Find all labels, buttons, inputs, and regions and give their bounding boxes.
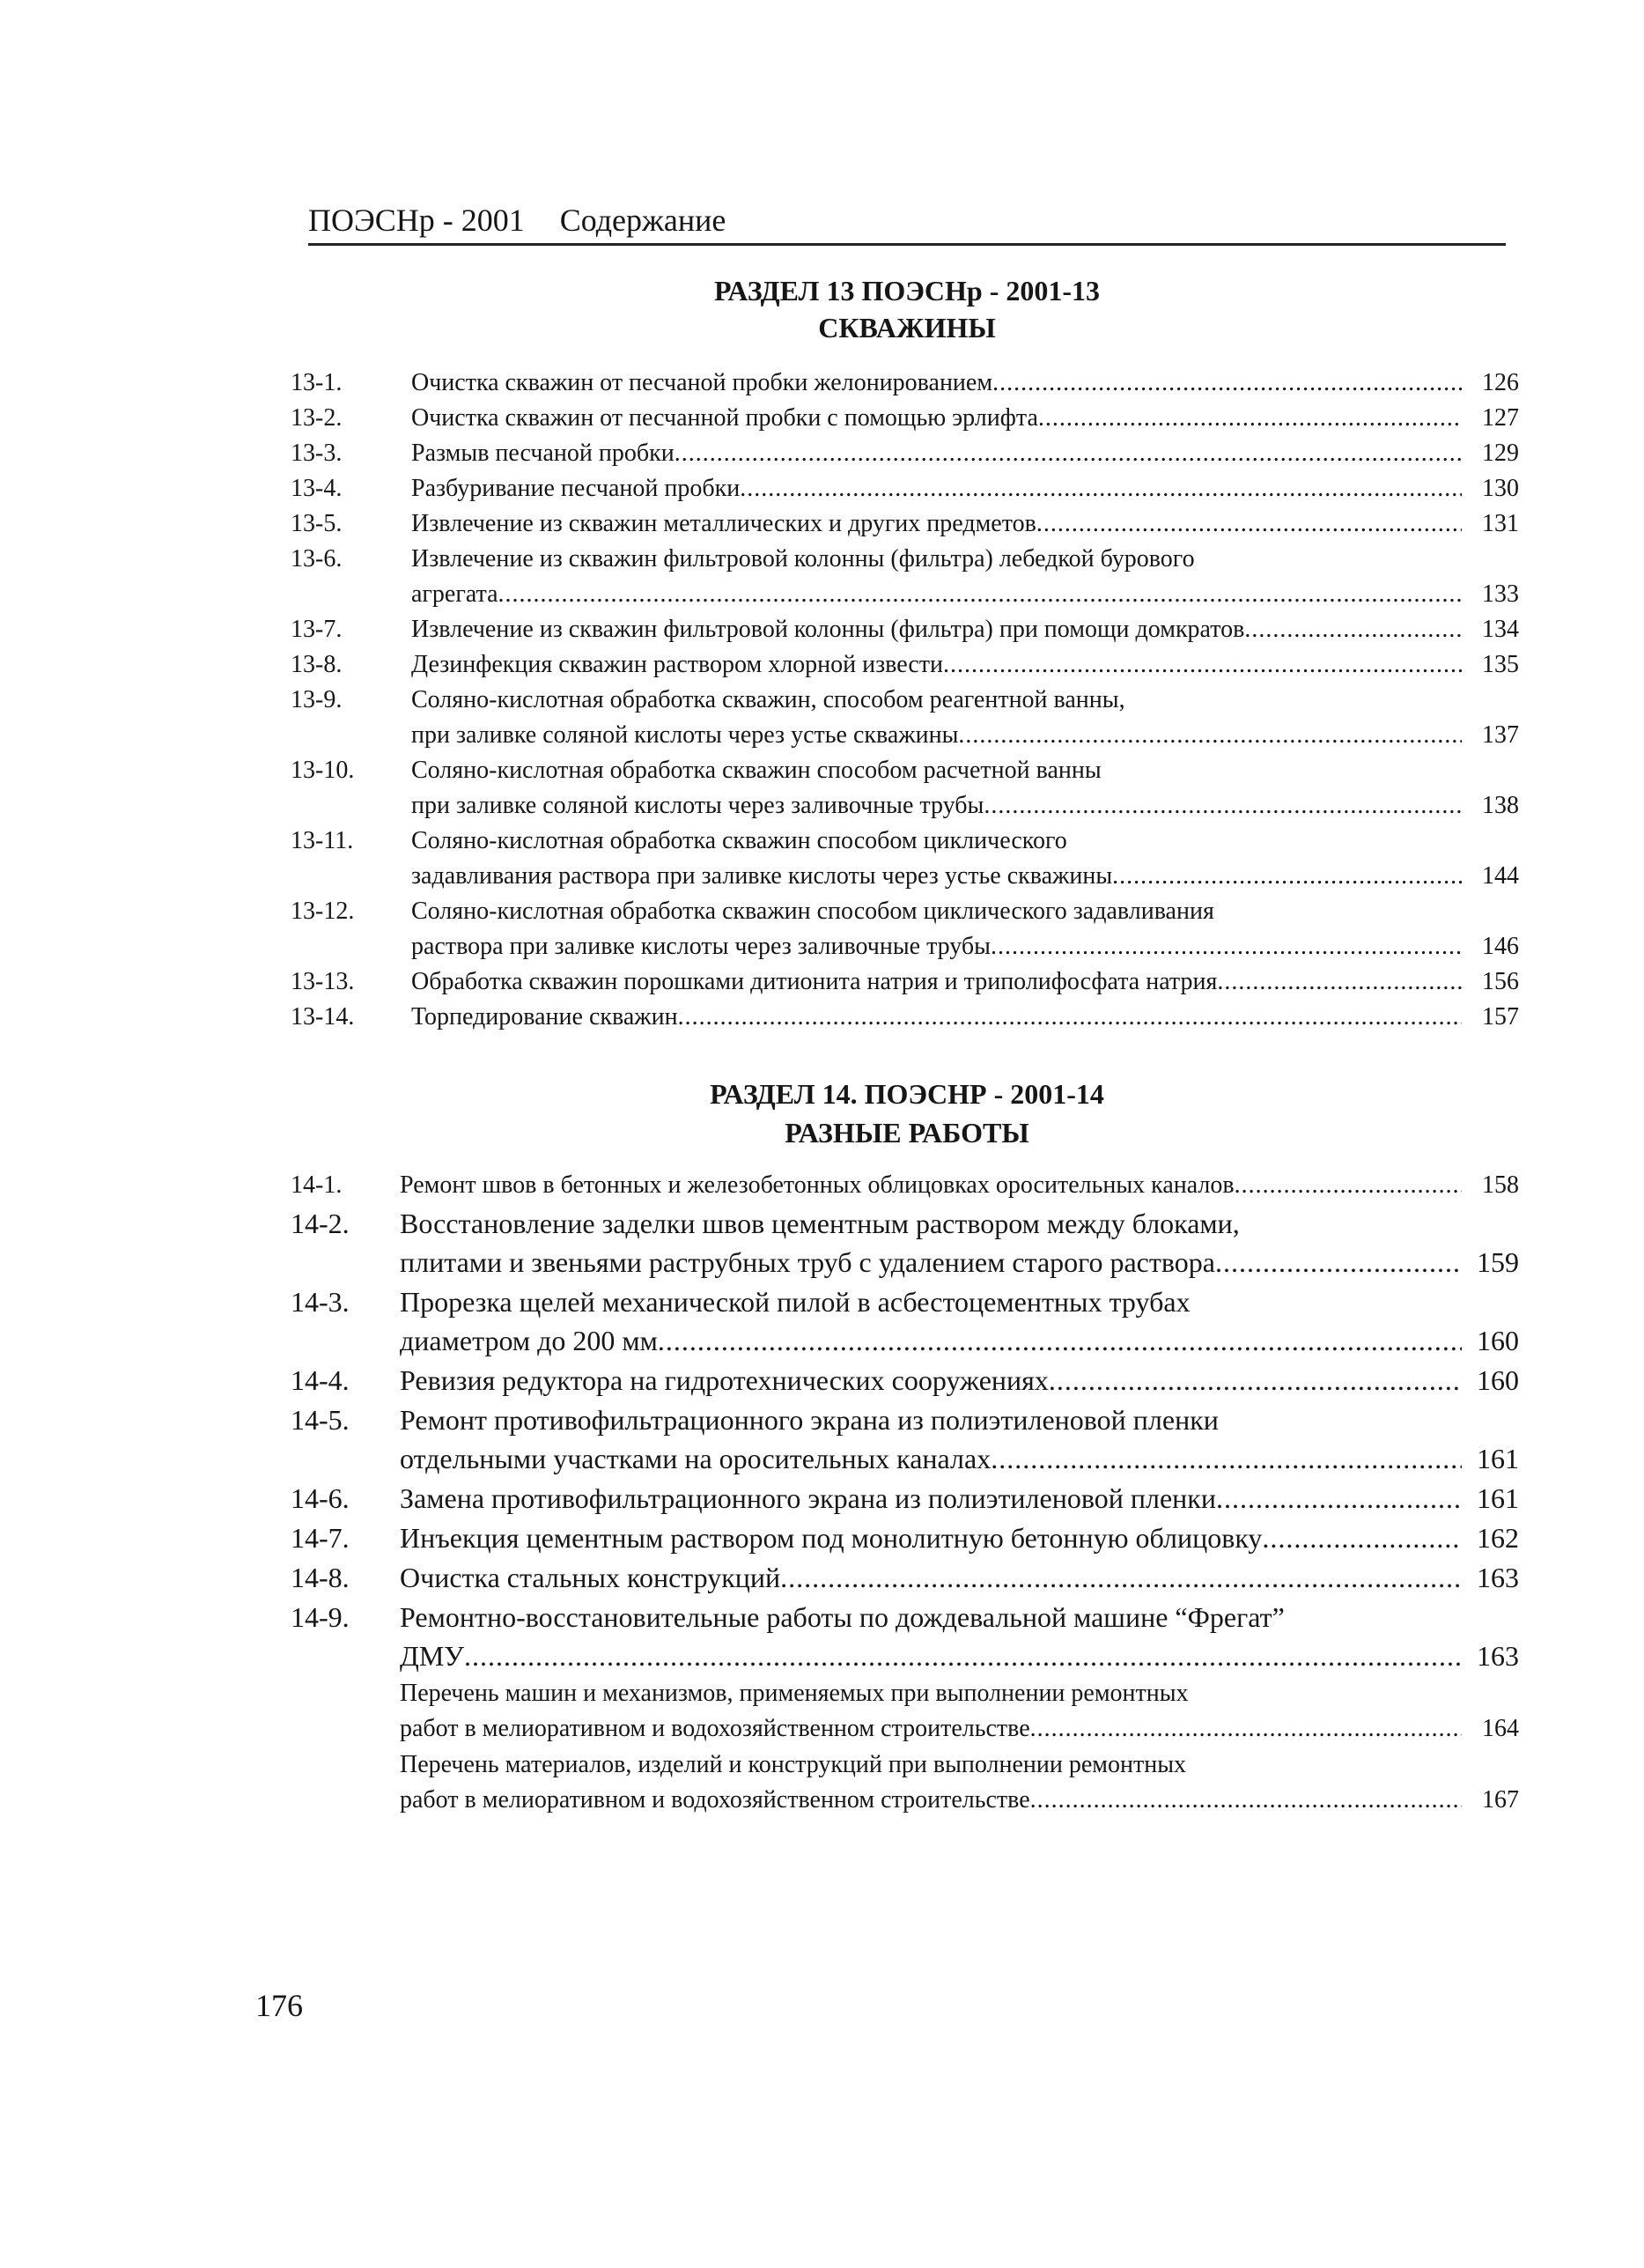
- entry-title-text: Извлечение из скважин фильтровой колонны (фильтра) при помощи домкратов: [411, 616, 1245, 643]
- section-14-toc: [291, 1168, 1519, 1819]
- header-rule: [308, 243, 1506, 246]
- toc-entry: [291, 1558, 1519, 1597]
- entry-title-line: Соляно-кислотная обработка скважин способом расчетной ванны: [411, 757, 1102, 784]
- entry-title-line: [400, 1243, 1462, 1282]
- entry-page-number: 163: [1477, 1640, 1519, 1672]
- entry-page-number: 160: [1477, 1325, 1519, 1356]
- entry-title-line: [400, 1321, 1462, 1360]
- dot-leader: [740, 471, 1462, 506]
- entry-page-number: 131: [1482, 510, 1519, 537]
- entry-title: [400, 1204, 1462, 1282]
- entry-title-text: плитами и звеньями раструбных труб с удалением старого раствора: [400, 1246, 1215, 1278]
- entry-title: [411, 366, 1462, 401]
- entry-title-line: [411, 366, 1462, 401]
- entry-number: 13-13.: [291, 968, 355, 995]
- entry-title: [411, 436, 1462, 471]
- entry-page-number: 134: [1482, 616, 1519, 643]
- toc-entry: [291, 436, 1519, 471]
- entry-title-line: [400, 1518, 1462, 1557]
- toc-entry: [291, 1000, 1519, 1035]
- entry-number: 13-5.: [291, 510, 343, 537]
- dot-leader: [1112, 859, 1462, 894]
- entry-title-text: Обработка скважин порошками дитионита натрия и триполифосфата натрия: [411, 968, 1218, 995]
- dot-leader: [958, 718, 1462, 753]
- section-14-title: РАЗДЕЛ 14. ПОЭСНР - 2001-14: [710, 1078, 1104, 1110]
- toc-entry: [291, 1361, 1519, 1400]
- entry-page-number: 163: [1477, 1562, 1519, 1593]
- entry-title-text: диаметром до 200 мм: [400, 1325, 658, 1356]
- dot-leader: [1030, 1783, 1462, 1818]
- entry-title-line: Восстановление заделки швов цементным раствором между блоками,: [400, 1208, 1240, 1239]
- document-code: ПОЭСНр - 2001: [308, 203, 525, 238]
- dot-leader: [992, 366, 1462, 401]
- toc-entry: [291, 1400, 1519, 1478]
- entry-title-line: [411, 1000, 1462, 1035]
- section-13-toc: [291, 366, 1519, 1035]
- entry-title-line: Ремонтно-восстановительные работы по дождевальной машине “Фрегат”: [400, 1601, 1285, 1633]
- entry-title-line: [411, 506, 1462, 542]
- entry-title-text: агрегата: [411, 580, 498, 608]
- entry-title-line: [411, 471, 1462, 506]
- entry-title-line: [400, 1168, 1462, 1203]
- entry-title: [400, 1747, 1462, 1818]
- entry-title-line: Прорезка щелей механической пилой в асбестоцементных трубах: [400, 1286, 1191, 1318]
- toc-entry: [291, 964, 1519, 1000]
- entry-title-line: Перечень материалов, изделий и конструкций при выполнении ремонтных: [400, 1751, 1187, 1778]
- section-13-title: РАЗДЕЛ 13 ПОЭСНр - 2001-13: [713, 275, 1101, 307]
- toc-entry: [291, 366, 1519, 401]
- page-number: 176: [255, 1988, 303, 2023]
- entry-title: [411, 542, 1462, 612]
- toc-entry: [291, 1204, 1519, 1282]
- entry-title-line: [411, 788, 1462, 824]
- dot-leader: [991, 929, 1462, 964]
- dot-leader: [1216, 1479, 1462, 1518]
- entry-title-line: [411, 859, 1462, 894]
- entry-title-text: Торпедирование скважин: [411, 1003, 678, 1031]
- dot-leader: [1262, 1518, 1462, 1557]
- dot-leader: [780, 1558, 1462, 1597]
- entry-title-text: Очистка скважин от песчанной пробки с помощью эрлифта: [411, 404, 1038, 432]
- dot-leader: [1235, 1168, 1462, 1203]
- entry-title: [411, 471, 1462, 506]
- entry-title-text: ДМУ: [400, 1640, 464, 1672]
- entry-page-number: 135: [1482, 651, 1519, 678]
- entry-page-number: 130: [1482, 475, 1519, 502]
- toc-entry: [291, 1282, 1519, 1360]
- entry-title-text: раствора при заливке кислоты через заливочные трубы: [411, 933, 991, 960]
- entry-title-line: [411, 929, 1462, 964]
- entry-page-number: 129: [1482, 440, 1519, 467]
- entry-title: [400, 1400, 1462, 1478]
- toc-entry: [291, 1168, 1519, 1203]
- entry-number: 13-1.: [291, 369, 343, 396]
- entry-number: 14-2.: [291, 1208, 350, 1239]
- entry-title-line: [400, 1361, 1462, 1400]
- entry-title-text: работ в мелиоративном и водохозяйственном строительстве: [400, 1786, 1030, 1814]
- entry-title-line: [411, 577, 1462, 612]
- entry-number: 14-8.: [291, 1562, 350, 1593]
- entry-page-number: 146: [1482, 933, 1519, 960]
- entry-title: [411, 506, 1462, 542]
- entry-title: [411, 1000, 1462, 1035]
- entry-number: 14-7.: [291, 1522, 350, 1554]
- entry-title: [411, 894, 1462, 964]
- entry-title-line: [411, 436, 1462, 471]
- entry-page-number: 126: [1482, 369, 1519, 396]
- entry-title: [400, 1168, 1462, 1203]
- dot-leader: [991, 1439, 1462, 1478]
- toc-entry: [291, 506, 1519, 542]
- entry-title-line: [400, 1439, 1462, 1478]
- entry-title-line: [411, 612, 1462, 647]
- entry-title-text: Замена противофильтрационного экрана из полиэтиленовой пленки: [400, 1482, 1216, 1514]
- toc-entry: [291, 824, 1519, 894]
- toc-entry: [291, 753, 1519, 824]
- entry-page-number: 160: [1477, 1364, 1519, 1396]
- entry-title-text: работ в мелиоративном и водохозяйственном строительстве: [400, 1715, 1030, 1742]
- entry-title-line: [400, 1783, 1462, 1818]
- entry-title-line: [411, 964, 1462, 1000]
- entry-page-number: 167: [1482, 1786, 1519, 1814]
- entry-number: 13-12.: [291, 898, 355, 925]
- entry-title-text: Очистка стальных конструкций: [400, 1562, 781, 1593]
- entry-number: 13-8.: [291, 651, 343, 678]
- toc-entry: [291, 471, 1519, 506]
- toc-entry: [291, 1518, 1519, 1557]
- toc-entry: [291, 1479, 1519, 1518]
- toc-entry: [291, 647, 1519, 683]
- dot-leader: [1030, 1711, 1462, 1747]
- entry-number: 13-4.: [291, 475, 343, 502]
- entry-title-line: Соляно-кислотная обработка скважин способом циклического: [411, 827, 1067, 854]
- entry-title: [400, 1479, 1462, 1518]
- entry-title-text: Дезинфекция скважин раствором хлорной извести: [411, 651, 944, 678]
- header-title: Содержание: [559, 203, 726, 238]
- entry-title-text: Ремонт швов в бетонных и железобетонных облицовках оросительных каналов: [400, 1171, 1235, 1199]
- toc-entry: [291, 1676, 1519, 1747]
- toc-entry: [291, 542, 1519, 612]
- running-header: [308, 201, 1506, 240]
- entry-title-text: Ревизия редуктора на гидротехнических сооружениях: [400, 1364, 1049, 1396]
- dot-leader: [498, 577, 1462, 612]
- section-13-subtitle: СКВАЖИНЫ: [818, 312, 996, 344]
- dot-leader: [658, 1321, 1462, 1360]
- entry-page-number: 161: [1477, 1443, 1519, 1474]
- entry-title-line: [400, 1558, 1462, 1597]
- dot-leader: [1244, 612, 1462, 647]
- entry-title: [400, 1518, 1462, 1557]
- entry-title: [400, 1676, 1462, 1747]
- entry-title: [411, 647, 1462, 683]
- entry-number: 14-5.: [291, 1404, 350, 1436]
- dot-leader: [943, 647, 1462, 683]
- entry-page-number: 144: [1482, 862, 1519, 890]
- entry-title: [411, 824, 1462, 894]
- entry-title-line: Соляно-кислотная обработка скважин, способом реагентной ванны,: [411, 686, 1125, 713]
- entry-page-number: 157: [1482, 1003, 1519, 1031]
- entry-title: [400, 1361, 1462, 1400]
- entry-page-number: 159: [1477, 1246, 1519, 1278]
- entry-title-text: задавливания раствора при заливке кислоты через устье скважины: [411, 862, 1113, 890]
- entry-page-number: 133: [1482, 580, 1519, 608]
- entry-number: 14-6.: [291, 1482, 350, 1514]
- entry-title-text: при заливке соляной кислоты через устье скважины: [411, 721, 959, 749]
- entry-page-number: 164: [1482, 1715, 1519, 1742]
- entry-title-line: [400, 1636, 1462, 1675]
- entry-title-text: Очистка скважин от песчаной пробки желонированием: [411, 369, 993, 396]
- dot-leader: [1049, 1361, 1462, 1400]
- entry-title: [411, 683, 1462, 753]
- entry-number: 13-14.: [291, 1003, 355, 1031]
- entry-title-text: Разбуривание песчаной пробки: [411, 475, 741, 502]
- entry-number: 13-9.: [291, 686, 343, 713]
- entry-title-line: Извлечение из скважин фильтровой колонны (фильтра) лебедкой бурового: [411, 545, 1195, 573]
- entry-title-line: [400, 1711, 1462, 1747]
- dot-leader: [1215, 1243, 1462, 1282]
- entry-page-number: 156: [1482, 968, 1519, 995]
- dot-leader: [678, 1000, 1462, 1035]
- entry-title-line: [400, 1479, 1462, 1518]
- entry-page-number: 162: [1477, 1522, 1519, 1554]
- dot-leader: [464, 1636, 1462, 1675]
- toc-entry: [291, 683, 1519, 753]
- entry-title-line: [411, 401, 1462, 436]
- entry-page-number: 127: [1482, 404, 1519, 432]
- toc-entry: [291, 612, 1519, 647]
- dot-leader: [675, 436, 1462, 471]
- entry-number: 14-4.: [291, 1364, 350, 1396]
- entry-page-number: 138: [1482, 792, 1519, 819]
- entry-title: [411, 753, 1462, 824]
- entry-title: [400, 1558, 1462, 1597]
- entry-title-text: Инъекция цементным раствором под монолитную бетонную облицовку: [400, 1522, 1263, 1554]
- section-14-subtitle: РАЗНЫЕ РАБОТЫ: [785, 1117, 1029, 1149]
- entry-number: 13-10.: [291, 757, 355, 784]
- entry-page-number: 161: [1477, 1482, 1519, 1514]
- entry-title-line: Ремонт противофильтрационного экрана из полиэтиленовой пленки: [400, 1404, 1219, 1436]
- entry-title: [411, 612, 1462, 647]
- toc-entry: [291, 894, 1519, 964]
- dot-leader: [1036, 506, 1462, 542]
- entry-title-line: [411, 718, 1462, 753]
- entry-title-text: Извлечение из скважин металлических и других предметов: [411, 510, 1036, 537]
- entry-title: [411, 401, 1462, 436]
- entry-page-number: 158: [1482, 1171, 1519, 1199]
- entry-number: 13-6.: [291, 545, 343, 573]
- entry-title: [411, 964, 1462, 1000]
- entry-title: [400, 1282, 1462, 1360]
- entry-number: 13-11.: [291, 827, 354, 854]
- entry-title-line: Перечень машин и механизмов, применяемых при выполнении ремонтных: [400, 1680, 1189, 1707]
- entry-number: 14-3.: [291, 1286, 350, 1318]
- entry-title-text: Размыв песчаной пробки: [411, 440, 675, 467]
- entry-number: 13-2.: [291, 404, 343, 432]
- entry-title-line: [411, 647, 1462, 683]
- entry-number: 14-1.: [291, 1171, 343, 1199]
- dot-leader: [1217, 964, 1462, 1000]
- entry-number: 14-9.: [291, 1601, 350, 1633]
- dot-leader: [1038, 401, 1462, 436]
- toc-entry: [291, 401, 1519, 436]
- toc-entry: [291, 1598, 1519, 1675]
- entry-title: [400, 1598, 1462, 1675]
- entry-number: 13-7.: [291, 616, 343, 643]
- toc-entry: [291, 1747, 1519, 1818]
- entry-number: 13-3.: [291, 440, 343, 467]
- dot-leader: [984, 788, 1462, 824]
- entry-title-text: отдельными участками на оросительных каналах: [400, 1443, 992, 1474]
- entry-title-line: Соляно-кислотная обработка скважин способом циклического задавливания: [411, 898, 1214, 925]
- entry-title-text: при заливке соляной кислоты через заливочные трубы: [411, 792, 984, 819]
- entry-page-number: 137: [1482, 721, 1519, 749]
